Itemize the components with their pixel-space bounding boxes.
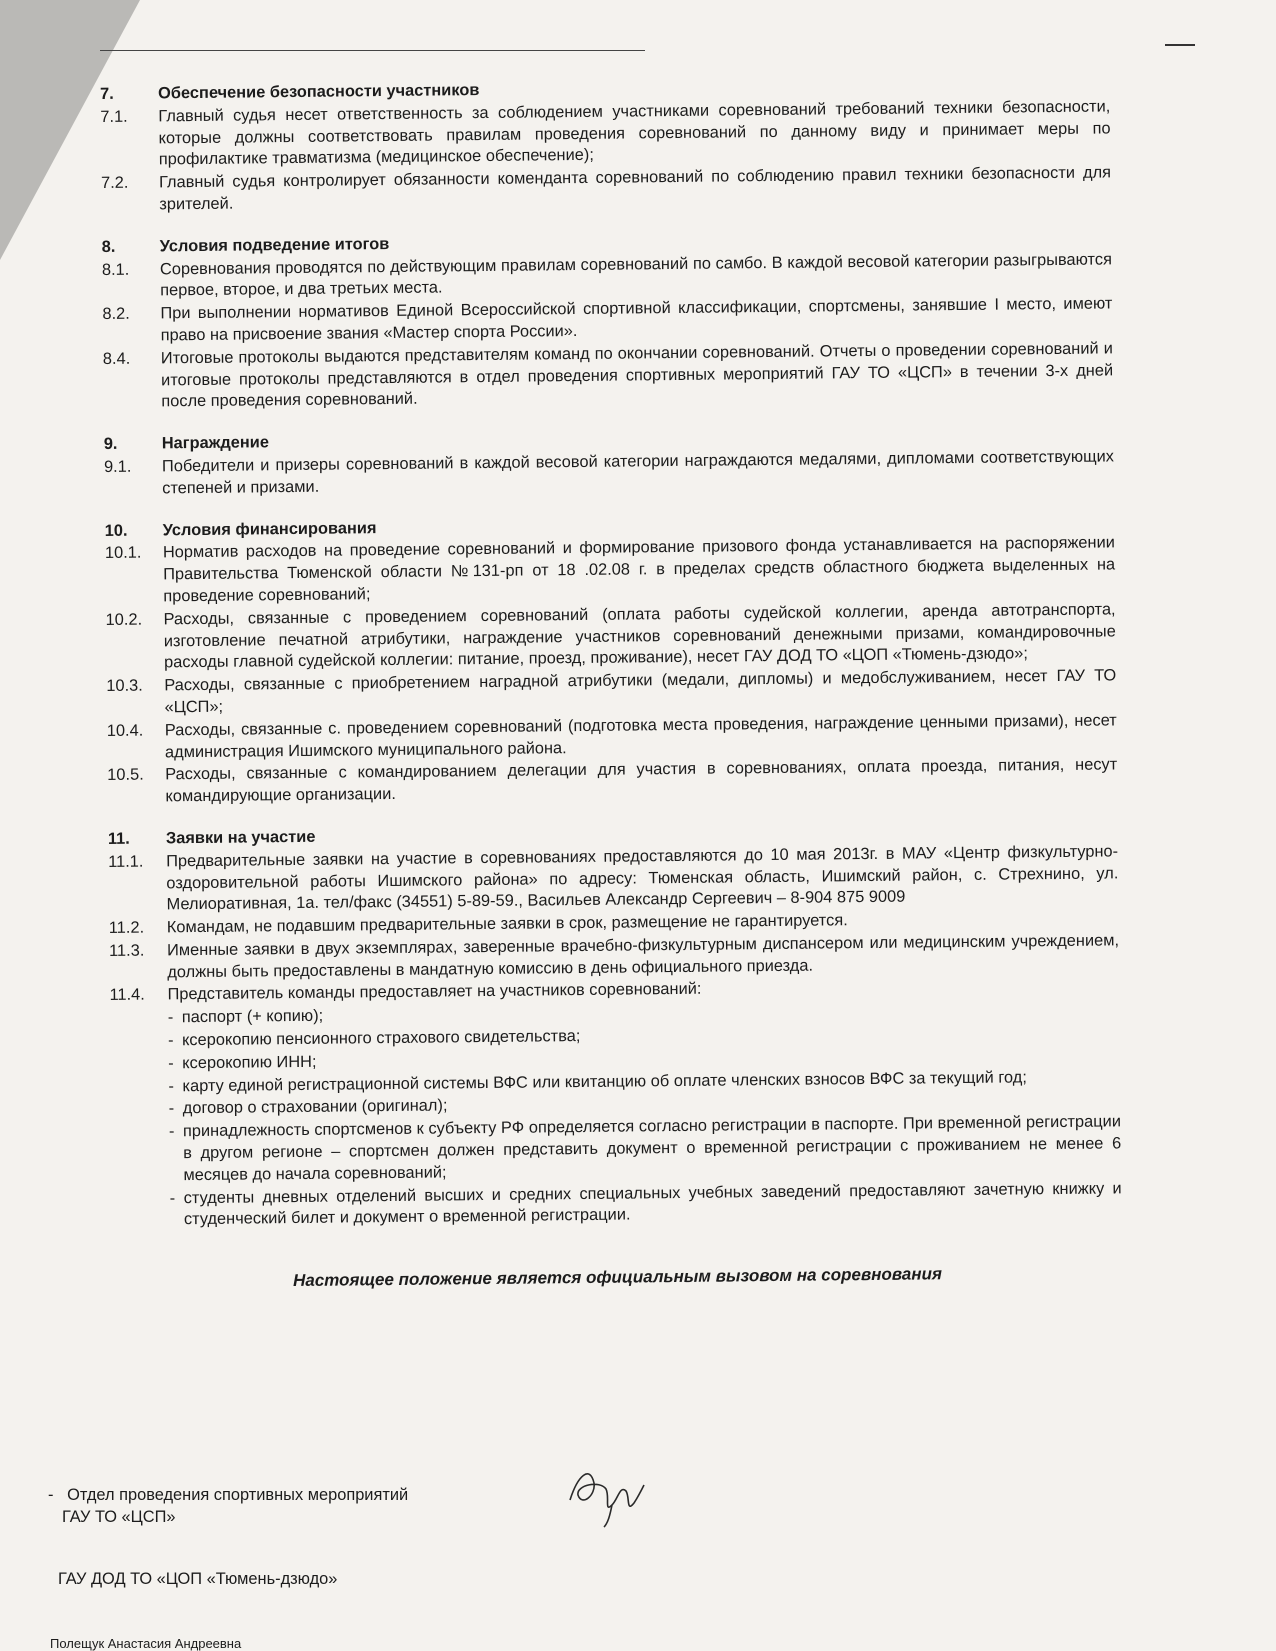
list-item [170, 1178, 1122, 1232]
clause-text: Расходы, связанные с командированием делегации для участия в соревнованиях, оплата проезда, питания, несут командирующие организации. [165, 755, 1118, 806]
clause-number: 11.3. [108, 941, 145, 960]
clause-number: 10.1. [104, 543, 142, 563]
clause-text: Расходы, связанные с проведением соревнований (оплата работы судейской коллегии, аренда автотранспорта, изготовление печатной атрибутики, награждение участников соревнований денежными призами, командировочные расходы главной судейской коллегии: питание, проезд, проживание), несет ГАУ ДОД ТО «ЦОП «Тюмень-дзюдо»; [163, 600, 1116, 672]
clause-text: Норматив расходов на проведение соревнований и формирование призового фонда устанавливается на распоряжении Правительства Тюменской области №131-рп от 18 .02.08 г. в пределах средств областного бюджета выделенных на проведение соревнований; [162, 533, 1116, 606]
section-number: 10. [104, 521, 128, 540]
clause [108, 841, 1119, 917]
list-item-text: паспорт (+ копию); [181, 1006, 324, 1027]
bullet-dash: - [167, 1031, 174, 1050]
section-title: Заявки на участие [165, 827, 316, 848]
document-body [100, 73, 1123, 1294]
list-item-text: ксерокопию пенсионного страхового свидетельства; [181, 1027, 581, 1050]
clause-text: Итоговые протоколы выдаются представителям команд по окончании соревнований. Отчеты о проведении соревнований и итоговые протоколы представляются в отдел проведения спортивных мероприятий ГАУ ТО «ЦСП» в течении 3-х дней после проведения соревнований. [160, 339, 1114, 411]
list-item-text: принадлежность спортсменов к субъекту РФ определяется согласно регистрации в паспорте. При временной регистрации в другом регионе – спортсмен должен представить документ о временной регистрации с проживанием не менее 6 месяцев до начала соревнований; [182, 1112, 1122, 1185]
clause-number: 10.3. [106, 676, 143, 696]
clause-number: 10.5. [107, 765, 144, 785]
section-title: Условия подведение итогов [159, 234, 390, 256]
bullet-dash: - [167, 1008, 174, 1027]
clause-number: 10.4. [106, 721, 144, 740]
contact-person: Полещук Анастасия Андреевна [50, 1636, 242, 1651]
clause-number: 11.1. [108, 852, 144, 871]
bullet-dash: - [168, 1076, 175, 1096]
document-list [168, 998, 1122, 1232]
clause-text: Именные заявки в двух экземплярах, заверенные врачебно-физкультурным диспансером или медицинским учреждением, должны быть предоставлены в мандатную комиссию в день официального приезда. [166, 931, 1120, 982]
section-number: 7. [100, 84, 114, 103]
clause [100, 96, 1111, 172]
clause-text: Представитель команды предоставляет на участников соревнований: [167, 980, 702, 1004]
clause-text: Главный судья несет ответственность за соблюдением участниками соревнований требований техники безопасности, которые должны соответствовать правилам проведения соревнований по данному виду и принимает меры по профилактике травматизма (медицинское обеспечение); [158, 97, 1111, 169]
closing-statement: Настоящее положение является официальным вызовом на соревнования [292, 1264, 943, 1291]
list-item-text: карту единой регистрационной системы ВФС или квитанцию об оплате членских взносов ВФС за текущий год; [182, 1068, 1027, 1095]
clause-number: 7.2. [100, 173, 129, 193]
clause [105, 533, 1116, 609]
corner-dash [1165, 44, 1195, 46]
signature-block [48, 1484, 408, 1528]
bullet-dash: - [168, 1099, 175, 1118]
clause-text: Предварительные заявки на участие в соревнованиях предоставляются до 10 мая 2013г. в МАУ «Центр физкультурно-оздоровительной работы Ишимского района» по адресу: Тюменская область, Ишимский район, с. Стрехнино, ул. Мелиоративная, 1а. тел/факс (34551) 5-89-59., Васильев Александр Сергеевич – 8-904 875 9009 [166, 842, 1119, 914]
top-rule [100, 50, 645, 51]
clause-text: Расходы, связанные с. проведением соревнований (подготовка места проведения, награждение ценными призами), несет администрация Ишимского муниципального района. [164, 711, 1117, 761]
bullet-dash: - [169, 1188, 176, 1207]
clause-text: Командам, не подавшим предварительные заявки в срок, размещение не гарантируется. [166, 911, 848, 937]
clause-number: 7.1. [100, 107, 128, 126]
dept-line-2: ГАУ ТО «ЦСП» [62, 1508, 176, 1526]
clause [106, 599, 1117, 675]
bullet-dash: - [48, 1486, 54, 1504]
clause [107, 755, 1117, 809]
section-number: 8. [101, 237, 116, 256]
clause-text: Соревнования проводятся по действующим правилам соревнований по самбо. В каждой весовой категории разыгрываются первое, второе, и два третьих места. [159, 249, 1112, 300]
clause-number: 11.4. [109, 986, 145, 1005]
bullet-dash: - [168, 1122, 175, 1141]
clause-number: 9.1. [103, 457, 132, 476]
clause [103, 338, 1114, 414]
clause-number: 8.2. [102, 304, 130, 324]
bullet-dash: - [168, 1054, 174, 1073]
clause-text: При выполнении нормативов Единой Всероссийской спортивной классификации, спортсмены, занявшие I место, имеют право на присвоение звания «Мастер спорта России». [160, 294, 1113, 345]
section-number: 9. [103, 434, 118, 454]
list-item-text: студенты дневных отделений высших и средних специальных учебных заведений предоставляют зачетную книжку и студенческий билет и документ о временной регистрации. [183, 1179, 1122, 1229]
list-item-text: договор о страховании (оригинал); [182, 1096, 448, 1118]
clause-text: Главный судья контролирует обязанности коменданта соревнований по соблюдению правил техники безопасности для зрителей. [158, 163, 1112, 214]
clause-number: 8.1. [101, 260, 130, 279]
clause-number: 11.2. [108, 918, 145, 938]
dept-line-1: - Отдел проведения спортивных мероприятий [48, 1486, 409, 1504]
clause-number: 8.4. [102, 349, 131, 368]
list-item-text: ксерокопию ИНН; [182, 1052, 317, 1073]
clause-text: Расходы, связанные с приобретением наградной атрибутики (медали, дипломы) и медобслуживанием, несет ГАУ ТО «ЦСП»; [164, 666, 1117, 717]
section-title: Обеспечение безопасности участников [158, 81, 480, 103]
clause-number: 10.2. [105, 610, 143, 629]
clause [101, 163, 1111, 217]
handwritten-signature [560, 1455, 650, 1530]
clause [104, 446, 1114, 500]
org-cop-tyumen-judo: ГАУ ДОД ТО «ЦОП «Тюмень-дзюдо» [58, 1570, 338, 1588]
list-item [169, 1112, 1122, 1187]
section-title: Награждение [161, 433, 269, 453]
section-title: Условия финансирования [162, 518, 377, 539]
clause-text: Победители и призеры соревнований в каждой весовой категории награждаются медалями, дипломами соответствующих степеней и призами. [161, 447, 1115, 498]
section-number: 11. [107, 829, 130, 848]
